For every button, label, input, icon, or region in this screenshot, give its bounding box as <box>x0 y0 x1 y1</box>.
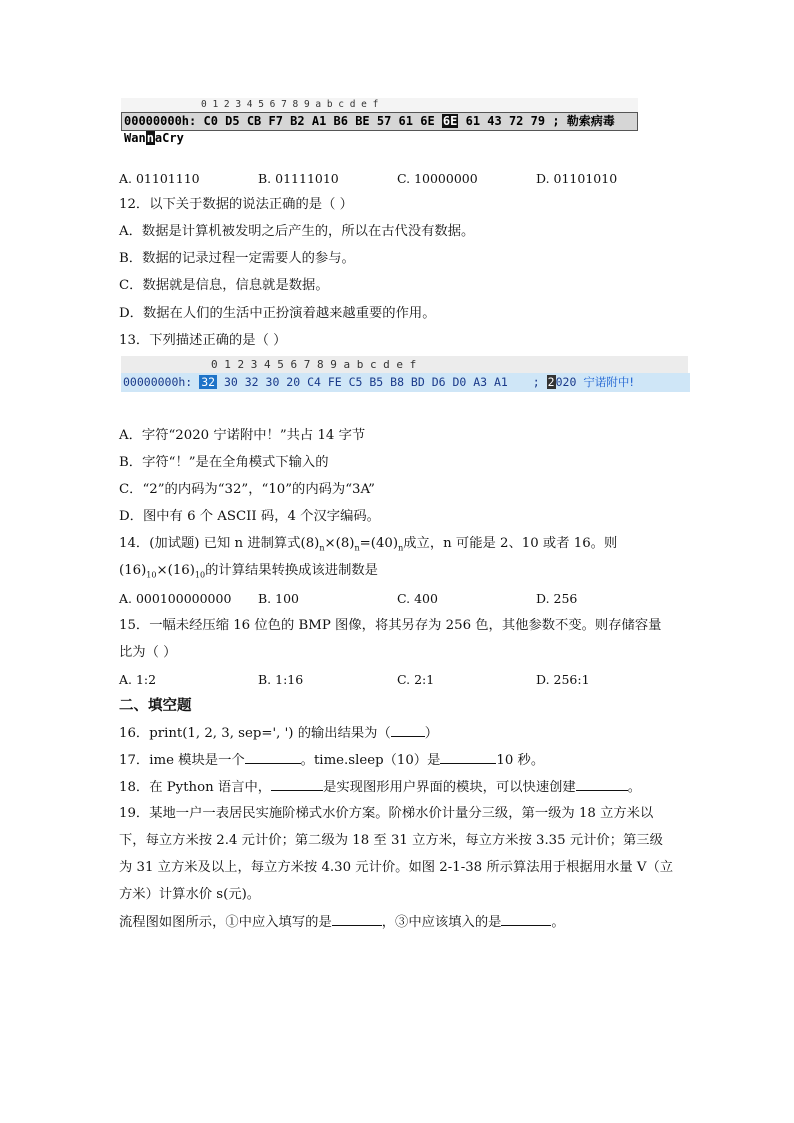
q19-line-5: 流程图如图所示，①中应入填写的是 ，③中应该填入的是 。 <box>119 915 565 930</box>
q19-line-4: 方米）计算水价 s(元)。 <box>119 887 261 902</box>
q13-stem: 13．下列描述正确的是（ ） <box>119 333 287 348</box>
q13-option-c: C．“2”的内码为“32”，“10”的内码为“3A” <box>119 482 375 497</box>
q12-stem: 12．以下关于数据的说法正确的是（ ） <box>119 197 353 212</box>
q15-option-c: C. 2:1 <box>397 672 435 687</box>
q11-option-c: C. 10000000 <box>397 171 478 186</box>
q16: 16．print(1, 2, 3, sep=', ') 的输出结果为（ ） <box>119 726 439 741</box>
q19-line-3: 为 31 立方米及以上，每立方米按 4.30 元计价。如图 2-1-38 所示算法用于根据用水量 V（立 <box>119 860 674 875</box>
hex-row-1: 00000000h: C0 D5 CB F7 B2 A1 B6 BE 57 61 6E 6E 61 43 72 79 ; 勒索病毒WannaCry <box>121 112 638 131</box>
q12-option-b: B．数据的记录过程一定需要人的参与。 <box>119 251 355 266</box>
q14-option-b: B. 100 <box>258 591 299 606</box>
q15-line-1: 15．一幅未经压缩 16 位色的 BMP 图像，将其另存为 256 色，其他参数不变。则存储容量 <box>119 618 662 633</box>
hex-highlight-2: 32 <box>201 375 216 389</box>
q17-blank-2 <box>440 751 496 764</box>
hex-viewer-2 <box>121 356 688 394</box>
q11-option-d: D. 01101010 <box>536 171 618 186</box>
section-title-fill-blank: 二、填空题 <box>119 697 192 714</box>
hex-highlight-1: 6E <box>442 114 458 128</box>
q19-blank-1 <box>332 913 382 926</box>
hex-ruler-2: 0 1 2 3 4 5 6 7 8 9 a b c d e f <box>121 356 688 374</box>
q14-option-c: C. 400 <box>397 591 438 606</box>
q14-option-a: A. 000100000000 <box>119 591 232 606</box>
q14-line-1: 14．(加试题) 已知 n 进制算式$(8)_n\times(8)_n=(40)_n$成立，n 可能是 2、10 或者 16。则 <box>119 536 618 553</box>
q12-option-d: D．数据在人们的生活中正扮演着越来越重要的作用。 <box>119 306 436 321</box>
q18: 18．在 Python 语言中， 是实现图形用户界面的模块，可以快速创建 。 <box>119 780 642 795</box>
q13-option-b: B．字符“！”是在全角模式下输入的 <box>119 455 329 470</box>
q15-line-2: 比为（ ） <box>119 645 177 660</box>
hex-ruler-1: 0 1 2 3 4 5 6 7 8 9 a b c d e f <box>121 98 638 113</box>
q17-blank-1 <box>245 751 301 764</box>
q19-line-2: 下，每立方米按 2.4 元计价；第二级为 18 至 31 立方米，每立方米按 3.35 元计价；第三级 <box>119 833 663 848</box>
hex-row-2: 00000000h: 32 30 32 30 20 C4 FE C5 B5 B8 BD D6 D0 A3 A1 ; 2020 宁诺附中! <box>121 373 690 392</box>
q18-blank-2 <box>576 778 628 791</box>
q13-option-d: D．图中有 6 个 ASCII 码，4 个汉字编码。 <box>119 509 380 524</box>
q12-option-a: A．数据是计算机被发明之后产生的，所以在古代没有数据。 <box>119 224 475 239</box>
q16-blank <box>391 724 425 737</box>
q14-line-2: $(16)_{10}\times(16)_{10}$的计算结果转换成该进制数是 <box>119 563 378 580</box>
q18-blank-1 <box>271 778 323 791</box>
q12-option-c: C．数据就是信息，信息就是数据。 <box>119 278 329 293</box>
q11-option-a: A. 01101110 <box>119 171 200 186</box>
q15-option-d: D. 256:1 <box>536 672 590 687</box>
q11-option-b: B. 01111010 <box>258 171 339 186</box>
q19-line-1: 19．某地一户一表居民实施阶梯式水价方案。阶梯水价计量分三级，第一级为 18 立方米以 <box>119 806 654 821</box>
q19-blank-2 <box>501 913 551 926</box>
q15-option-a: A. 1:2 <box>119 672 157 687</box>
q13-option-a: A．字符“2020 宁诺附中！”共占 14 字节 <box>119 428 366 443</box>
q17: 17．ime 模块是一个 。time.sleep（10）是 10 秒。 <box>119 753 545 768</box>
q14-option-d: D. 256 <box>536 591 578 606</box>
q15-option-b: B. 1:16 <box>258 672 304 687</box>
hex-viewer-1 <box>121 98 638 145</box>
